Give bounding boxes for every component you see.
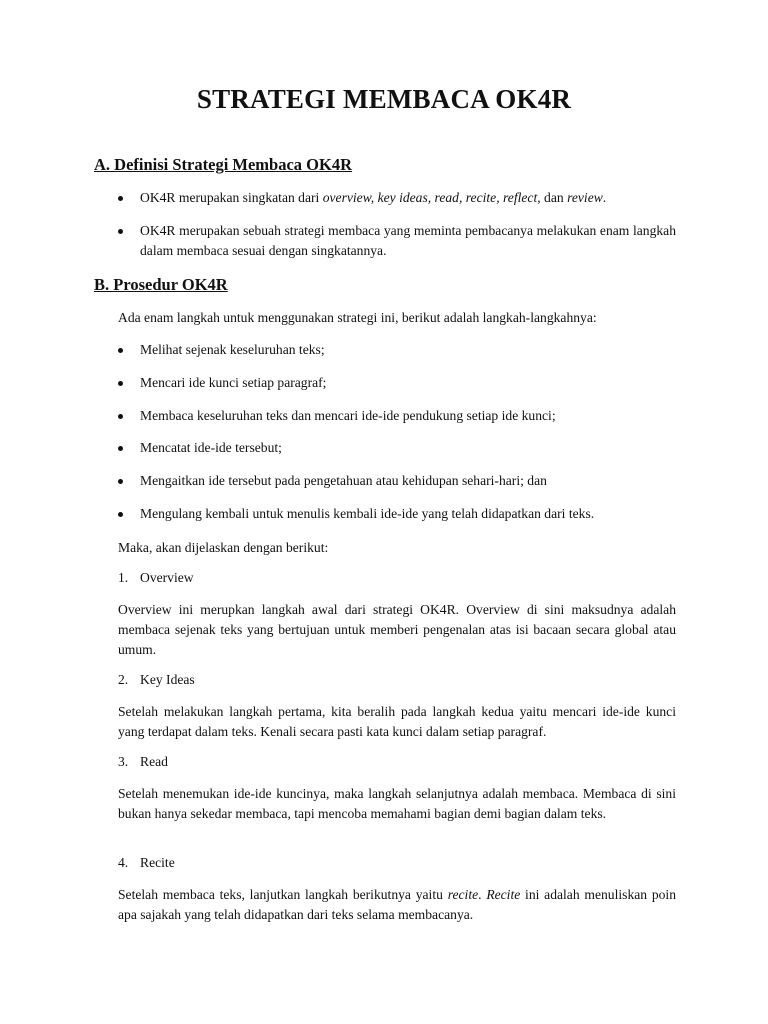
item-4-heading: 4. Recite xyxy=(118,855,175,870)
bullet-text: OK4R merupakan singkatan dari overview, key ideas, read, recite, reflect, dan review. xyxy=(140,190,607,205)
step-bullet-6: Mengulang kembali untuk menulis kembali ide-ide yang telah didapatkan dari teks. xyxy=(140,506,595,521)
section-b-intro: Ada enam langkah untuk menggunakan strategi ini, berikut adalah langkah-langkahnya: xyxy=(118,310,597,325)
section-b-heading: B. Prosedur OK4R xyxy=(94,275,228,294)
document-title: STRATEGI MEMBACA OK4R xyxy=(196,84,572,114)
step-bullet-4: Mencatat ide-ide tersebut; xyxy=(140,440,282,455)
step-bullet-5: Mengaitkan ide tersebut pada pengetahuan atau kehidupan sehari-hari; dan xyxy=(140,473,547,488)
item-3-body: Setelah menemukan ide-ide kuncinya, maka langkah selanjutnya adalah membaca. Membaca di sini bukan hanya sekedar membaca, tapi mencoba memahami bagian demi bagian dalam teks. xyxy=(118,786,676,821)
step-bullet-3: Membaca keseluruhan teks dan mencari ide-ide pendukung setiap ide kunci; xyxy=(140,408,556,423)
item-2-body: Setelah melakukan langkah pertama, kita beralih pada langkah kedua yaitu mencari ide-ide kunci yang terdapat dalam teks. Kenali secara pasti kata kunci dalam setiap paragraf. xyxy=(118,704,676,739)
section-a-bullet-2 xyxy=(118,221,676,261)
transition-text: Maka, akan dijelaskan dengan berikut: xyxy=(118,540,329,555)
item-2-heading: 2. Key Ideas xyxy=(118,672,195,687)
item-1-body: Overview ini merupkan langkah awal dari strategi OK4R. Overview di sini maksudnya adalah membaca sejenak teks yang bertujuan untuk memberi pengenalan atas isi bacaan secara global atau umum. xyxy=(118,602,676,657)
item-4-body: Setelah membaca teks, lanjutkan langkah berikutnya yaitu recite. Recite ini adalah menuliskan poin apa sajakah yang telah didapatkan dari teks selama membacanya. xyxy=(118,887,677,922)
section-a-bullet-1 xyxy=(118,188,676,208)
bullet-text: OK4R merupakan sebuah strategi membaca yang meminta pembacanya melakukan enam langkah dalam membaca sesuai dengan singkatannya. xyxy=(140,223,676,258)
step-bullet-1: Melihat sejenak keseluruhan teks; xyxy=(140,342,325,357)
section-a-heading: A. Definisi Strategi Membaca OK4R xyxy=(94,155,352,174)
item-1-heading: 1. Overview xyxy=(118,570,194,585)
step-bullet-2: Mencari ide kunci setiap paragraf; xyxy=(140,375,327,390)
item-3-heading: 3. Read xyxy=(118,754,168,769)
